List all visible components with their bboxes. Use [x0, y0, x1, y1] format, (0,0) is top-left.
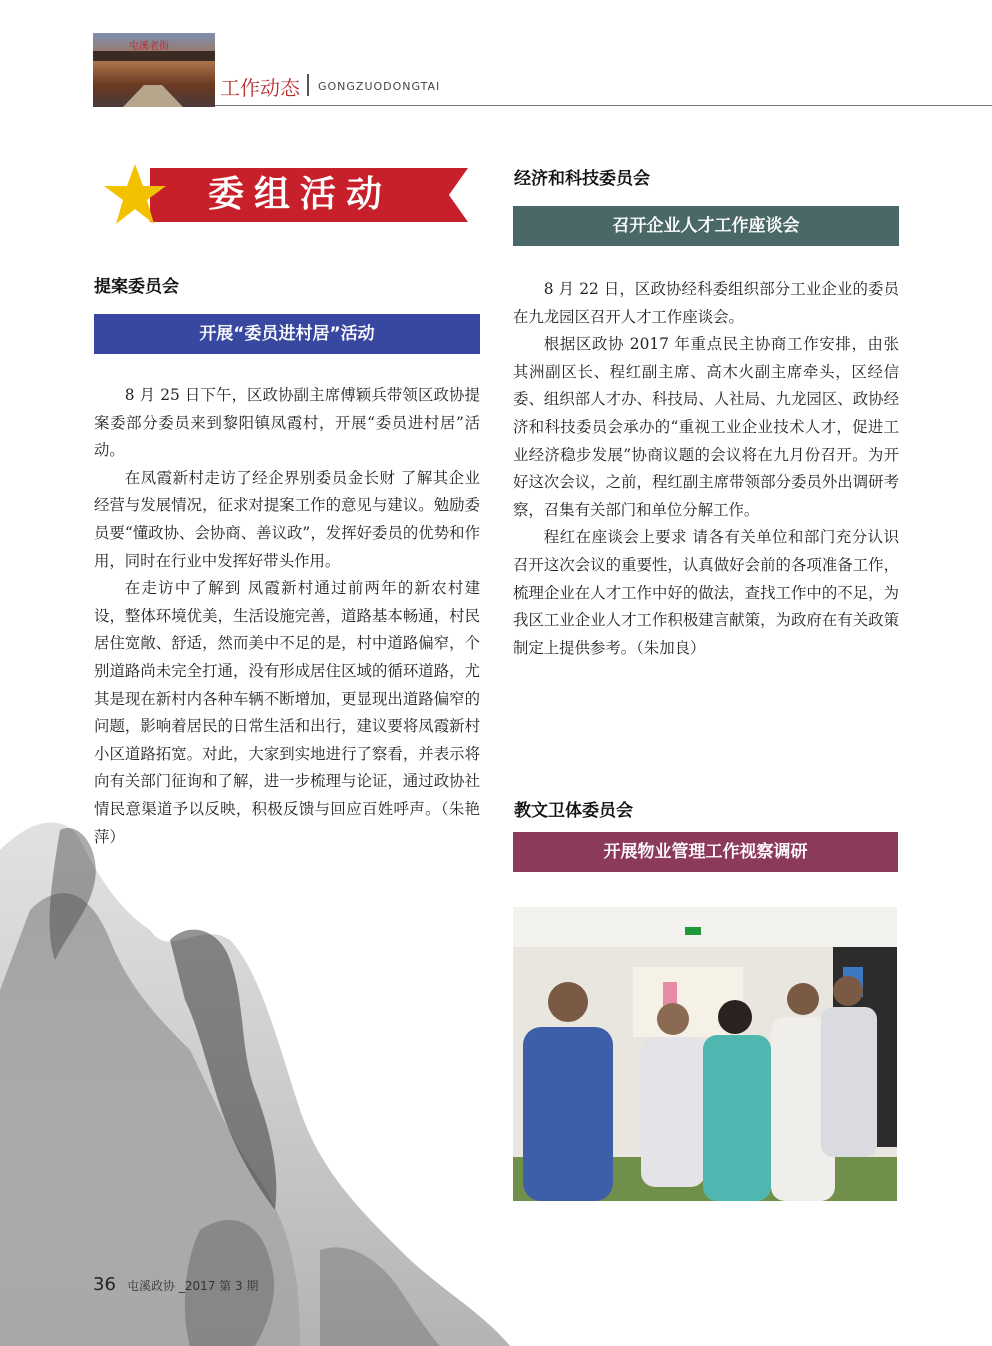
ink-mountain-illustration — [0, 790, 510, 1346]
header-rule — [215, 105, 992, 106]
paragraph: 根据区政协 2017 年重点民主协商工作安排，由张其洲副区长、程红副主席、高木火副主席牵头，区经信委、组织部人才办、科技局、人社局、九龙园区、政协经济和科技委员会承办的“重视工业企业技术人才，促进工业经济稳步发展”协商议题的会议将在九月份召开。为开好这次会议，之前，程红副主席带领部分委员外出调研考察，召集有关部门和单位分解工作。 — [513, 335, 899, 519]
committee-heading-proposal: 提案委员会 — [94, 277, 179, 297]
topic-bar-proposal: 开展“委员进村居”活动 — [94, 314, 480, 354]
article-proposal — [94, 382, 480, 851]
header-photo — [93, 33, 215, 107]
paragraph: 在走访中了解到 凤霞新村通过前两年的新农村建设，整体环境优美，生活设施完善，道路基本畅通，村民居住宽敞、舒适，然而美中不足的是，村中道路偏窄，个别道路尚未完全打通，没有形成居住区域的循环道路，尤其是现在新村内各种车辆不断增加，更显现出道路偏窄的问题，影响着居民的日常生活和出行，建议要将凤霞新村小区道路拓宽。对此，大家到实地进行了察看，并表示将向有关部门征询和了解，进一步梳理与论证，通过政协社情民意渠道予以反映，积极反馈与回应百姓呼声。（朱艳萍） — [94, 579, 480, 846]
page-number: 36 — [93, 1274, 116, 1295]
topic-bar-economy: 召开企业人才工作座谈会 — [513, 206, 899, 246]
paragraph: 在凤霞新村走访了经企界别委员金长财 了解其企业经营与发展情况，征求对提案工作的意见与建议。勉励委员要“懂政协、会协商、善议政”，发挥好委员的优势和作用，同时在行业中发挥好带头作用。 — [94, 468, 480, 570]
committee-heading-education: 教文卫体委员会 — [514, 801, 633, 821]
paragraph: 程红在座谈会上要求 请各有关单位和部门充分认识召开这次会议的重要性，认真做好会前的各项准备工作，梳理企业在人才工作中好的做法，查找工作中的不足，为我区工业企业人才工作积极建言献策，为政府在有关政策制定上提供参考。（朱加良） — [513, 528, 899, 657]
photo-street — [123, 85, 183, 107]
inspection-photo — [513, 907, 897, 1201]
section-name: 工作动态 — [220, 76, 300, 100]
photo-roof — [93, 51, 215, 61]
section-separator — [307, 74, 309, 96]
section-pinyin: GONGZUODONGTAI — [318, 80, 441, 93]
star-icon — [102, 162, 168, 228]
photo-sign: 屯溪老街 — [129, 41, 169, 52]
article-economy — [513, 276, 899, 662]
paragraph: 8 月 22 日，区政协经科委组织部分工业企业的委员在九龙园区召开人才工作座谈会。 — [513, 280, 899, 326]
topic-bar-education: 开展物业管理工作视察调研 — [513, 832, 898, 872]
publication-name: 屯溪政协 _2017 第 3 期 — [127, 1279, 259, 1293]
paragraph: 8 月 25 日下午，区政协副主席傅颖兵带领区政协提案委部分委员来到黎阳镇凤霞村，开展“委员进村居”活动。 — [94, 386, 480, 460]
committee-heading-economy: 经济和科技委员会 — [514, 169, 650, 189]
folio — [93, 1274, 258, 1295]
banner-title: 委组活动 — [207, 174, 392, 215]
